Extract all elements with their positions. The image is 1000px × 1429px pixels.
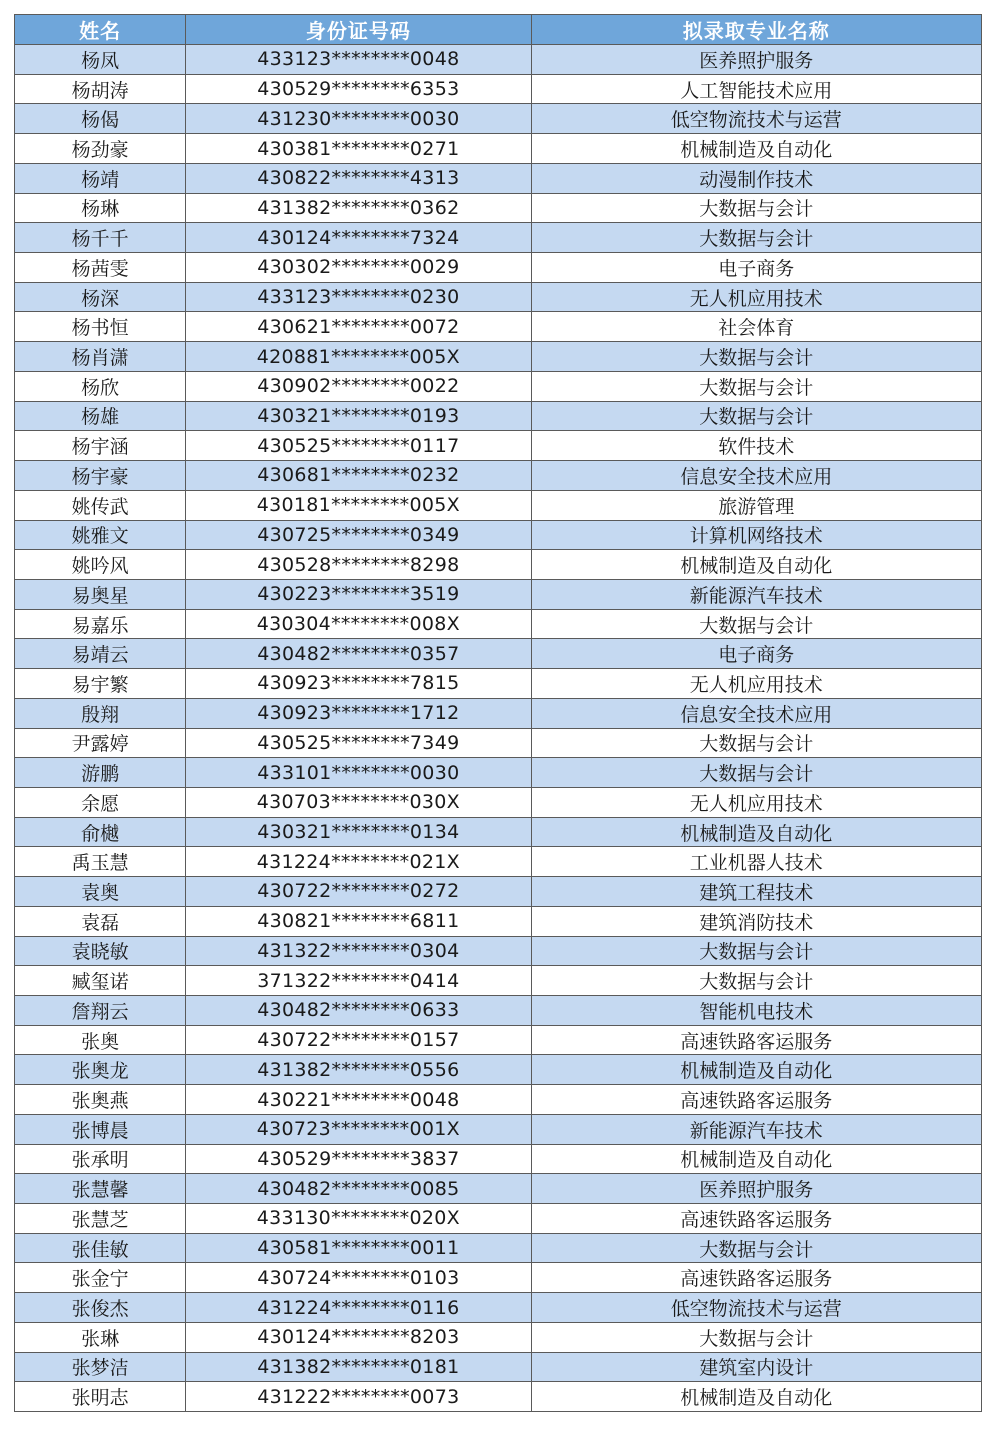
cell-name: 杨靖 [15, 163, 186, 193]
cell-name: 杨胡涛 [15, 74, 186, 104]
cell-name: 袁磊 [15, 906, 186, 936]
cell-id-number: 430124********7324 [186, 223, 531, 253]
cell-id-number: 430529********6353 [186, 74, 531, 104]
cell-id-number: 430124********8203 [186, 1322, 531, 1352]
cell-major: 低空物流技术与运营 [531, 1293, 981, 1323]
cell-major: 电子商务 [531, 253, 981, 283]
table-row [15, 1144, 982, 1174]
cell-major: 大数据与会计 [531, 342, 981, 372]
cell-id-number: 430681********0232 [186, 461, 531, 491]
cell-name: 杨宇豪 [15, 461, 186, 491]
cell-major: 大数据与会计 [531, 1233, 981, 1263]
cell-id-number: 431224********0116 [186, 1293, 531, 1323]
cell-major: 医养照护服务 [531, 45, 981, 75]
cell-id-number: 433123********0230 [186, 282, 531, 312]
cell-name: 袁奥 [15, 877, 186, 907]
cell-name: 张慧馨 [15, 1174, 186, 1204]
cell-id-number: 430528********8298 [186, 550, 531, 580]
cell-major: 大数据与会计 [531, 966, 981, 996]
table-row [15, 728, 982, 758]
table-row [15, 253, 982, 283]
table-row [15, 371, 982, 401]
cell-id-number: 430525********7349 [186, 728, 531, 758]
cell-name: 张奥 [15, 1025, 186, 1055]
cell-major: 机械制造及自动化 [531, 134, 981, 164]
cell-major: 大数据与会计 [531, 609, 981, 639]
cell-id-number: 431224********021X [186, 847, 531, 877]
cell-major: 新能源汽车技术 [531, 579, 981, 609]
table-row [15, 758, 982, 788]
table-row [15, 1204, 982, 1234]
cell-id-number: 431222********0073 [186, 1382, 531, 1412]
table-row [15, 1025, 982, 1055]
cell-id-number: 430722********0272 [186, 877, 531, 907]
cell-id-number: 430821********6811 [186, 906, 531, 936]
cell-name: 张明志 [15, 1382, 186, 1412]
cell-id-number: 371322********0414 [186, 966, 531, 996]
cell-name: 张俊杰 [15, 1293, 186, 1323]
cell-id-number: 430703********030X [186, 787, 531, 817]
table-row [15, 461, 982, 491]
table-row [15, 1055, 982, 1085]
admission-table [14, 14, 982, 1412]
cell-major: 机械制造及自动化 [531, 1382, 981, 1412]
cell-id-number: 431382********0362 [186, 193, 531, 223]
cell-major: 高速铁路客运服务 [531, 1025, 981, 1055]
table-row [15, 877, 982, 907]
cell-id-number: 430723********001X [186, 1114, 531, 1144]
cell-name: 张慧芝 [15, 1204, 186, 1234]
cell-name: 姚吟风 [15, 550, 186, 580]
cell-id-number: 430304********008X [186, 609, 531, 639]
table-row [15, 312, 982, 342]
cell-name: 张梦洁 [15, 1352, 186, 1382]
table-row [15, 609, 982, 639]
cell-major: 工业机器人技术 [531, 847, 981, 877]
cell-major: 大数据与会计 [531, 936, 981, 966]
header-major: 拟录取专业名称 [531, 15, 981, 45]
table-row [15, 1174, 982, 1204]
header-id-number: 身份证号码 [186, 15, 531, 45]
cell-name: 禹玉慧 [15, 847, 186, 877]
cell-id-number: 430529********3837 [186, 1144, 531, 1174]
cell-major: 大数据与会计 [531, 758, 981, 788]
header-row [15, 15, 982, 45]
cell-id-number: 430525********0117 [186, 431, 531, 461]
cell-name: 俞樾 [15, 817, 186, 847]
cell-id-number: 433130********020X [186, 1204, 531, 1234]
cell-name: 臧玺诺 [15, 966, 186, 996]
table-row [15, 1233, 982, 1263]
cell-name: 张琳 [15, 1322, 186, 1352]
table-body [15, 45, 982, 1412]
cell-name: 张金宁 [15, 1263, 186, 1293]
cell-major: 无人机应用技术 [531, 669, 981, 699]
cell-name: 杨深 [15, 282, 186, 312]
table-row [15, 1263, 982, 1293]
cell-major: 智能机电技术 [531, 996, 981, 1026]
table-row [15, 817, 982, 847]
table-row [15, 520, 982, 550]
cell-id-number: 420881********005X [186, 342, 531, 372]
cell-major: 高速铁路客运服务 [531, 1085, 981, 1115]
cell-major: 高速铁路客运服务 [531, 1204, 981, 1234]
cell-major: 旅游管理 [531, 490, 981, 520]
cell-id-number: 430923********1712 [186, 698, 531, 728]
table-row [15, 74, 982, 104]
cell-name: 游鹏 [15, 758, 186, 788]
table-row [15, 936, 982, 966]
table-header [15, 15, 982, 45]
table-row [15, 282, 982, 312]
cell-id-number: 430482********0633 [186, 996, 531, 1026]
table-row [15, 104, 982, 134]
table-row [15, 1352, 982, 1382]
cell-major: 低空物流技术与运营 [531, 104, 981, 134]
cell-name: 张佳敏 [15, 1233, 186, 1263]
table-row [15, 45, 982, 75]
cell-major: 软件技术 [531, 431, 981, 461]
cell-major: 大数据与会计 [531, 1322, 981, 1352]
cell-major: 无人机应用技术 [531, 282, 981, 312]
cell-major: 机械制造及自动化 [531, 817, 981, 847]
cell-id-number: 431230********0030 [186, 104, 531, 134]
cell-id-number: 430822********4313 [186, 163, 531, 193]
cell-id-number: 430581********0011 [186, 1233, 531, 1263]
cell-major: 信息安全技术应用 [531, 698, 981, 728]
cell-id-number: 430621********0072 [186, 312, 531, 342]
table-row [15, 579, 982, 609]
cell-id-number: 430724********0103 [186, 1263, 531, 1293]
cell-id-number: 430321********0193 [186, 401, 531, 431]
cell-major: 社会体育 [531, 312, 981, 342]
cell-major: 机械制造及自动化 [531, 1144, 981, 1174]
cell-major: 建筑工程技术 [531, 877, 981, 907]
cell-id-number: 430223********3519 [186, 579, 531, 609]
header-name: 姓名 [15, 15, 186, 45]
table-row [15, 639, 982, 669]
cell-major: 无人机应用技术 [531, 787, 981, 817]
cell-name: 易嘉乐 [15, 609, 186, 639]
cell-id-number: 430902********0022 [186, 371, 531, 401]
cell-name: 张承明 [15, 1144, 186, 1174]
table-row [15, 1382, 982, 1412]
cell-major: 计算机网络技术 [531, 520, 981, 550]
table-row [15, 431, 982, 461]
table-row [15, 698, 982, 728]
table-row [15, 550, 982, 580]
cell-major: 动漫制作技术 [531, 163, 981, 193]
cell-major: 新能源汽车技术 [531, 1114, 981, 1144]
table-row [15, 193, 982, 223]
cell-id-number: 430482********0357 [186, 639, 531, 669]
table-row [15, 490, 982, 520]
table-row [15, 1114, 982, 1144]
cell-name: 杨劲豪 [15, 134, 186, 164]
cell-name: 姚雅文 [15, 520, 186, 550]
cell-name: 杨偈 [15, 104, 186, 134]
cell-id-number: 430321********0134 [186, 817, 531, 847]
table-row [15, 996, 982, 1026]
cell-id-number: 430725********0349 [186, 520, 531, 550]
table-row [15, 401, 982, 431]
cell-name: 杨茜雯 [15, 253, 186, 283]
cell-name: 袁晓敏 [15, 936, 186, 966]
cell-name: 易靖云 [15, 639, 186, 669]
cell-id-number: 430302********0029 [186, 253, 531, 283]
cell-major: 大数据与会计 [531, 728, 981, 758]
cell-major: 大数据与会计 [531, 193, 981, 223]
table-row [15, 163, 982, 193]
cell-major: 建筑消防技术 [531, 906, 981, 936]
cell-id-number: 430722********0157 [186, 1025, 531, 1055]
cell-major: 大数据与会计 [531, 223, 981, 253]
cell-major: 人工智能技术应用 [531, 74, 981, 104]
cell-id-number: 430381********0271 [186, 134, 531, 164]
cell-name: 张博晨 [15, 1114, 186, 1144]
cell-major: 高速铁路客运服务 [531, 1263, 981, 1293]
table-row [15, 134, 982, 164]
cell-name: 杨肖潇 [15, 342, 186, 372]
cell-name: 张奥龙 [15, 1055, 186, 1085]
cell-major: 大数据与会计 [531, 401, 981, 431]
cell-major: 机械制造及自动化 [531, 1055, 981, 1085]
table-row [15, 342, 982, 372]
table-row [15, 223, 982, 253]
cell-major: 建筑室内设计 [531, 1352, 981, 1382]
table-row [15, 847, 982, 877]
cell-id-number: 433101********0030 [186, 758, 531, 788]
cell-name: 杨宇涵 [15, 431, 186, 461]
cell-id-number: 431382********0556 [186, 1055, 531, 1085]
cell-name: 杨雄 [15, 401, 186, 431]
table-row [15, 1085, 982, 1115]
cell-name: 詹翔云 [15, 996, 186, 1026]
table-row [15, 1293, 982, 1323]
table-row [15, 669, 982, 699]
cell-name: 易奥星 [15, 579, 186, 609]
cell-major: 电子商务 [531, 639, 981, 669]
cell-name: 尹露婷 [15, 728, 186, 758]
cell-id-number: 431382********0181 [186, 1352, 531, 1382]
cell-major: 大数据与会计 [531, 371, 981, 401]
cell-id-number: 433123********0048 [186, 45, 531, 75]
cell-name: 杨书恒 [15, 312, 186, 342]
cell-name: 余愿 [15, 787, 186, 817]
cell-name: 杨欣 [15, 371, 186, 401]
cell-id-number: 430923********7815 [186, 669, 531, 699]
cell-major: 医养照护服务 [531, 1174, 981, 1204]
cell-id-number: 430181********005X [186, 490, 531, 520]
cell-name: 殷翔 [15, 698, 186, 728]
table-row [15, 787, 982, 817]
cell-name: 张奥燕 [15, 1085, 186, 1115]
cell-name: 姚传武 [15, 490, 186, 520]
table-row [15, 966, 982, 996]
cell-major: 机械制造及自动化 [531, 550, 981, 580]
cell-name: 杨凤 [15, 45, 186, 75]
admission-list-sheet [14, 14, 982, 1412]
cell-id-number: 430221********0048 [186, 1085, 531, 1115]
table-row [15, 1322, 982, 1352]
cell-name: 杨千千 [15, 223, 186, 253]
cell-name: 杨琳 [15, 193, 186, 223]
cell-name: 易宇繁 [15, 669, 186, 699]
cell-id-number: 430482********0085 [186, 1174, 531, 1204]
cell-id-number: 431322********0304 [186, 936, 531, 966]
table-row [15, 906, 982, 936]
cell-major: 信息安全技术应用 [531, 461, 981, 491]
